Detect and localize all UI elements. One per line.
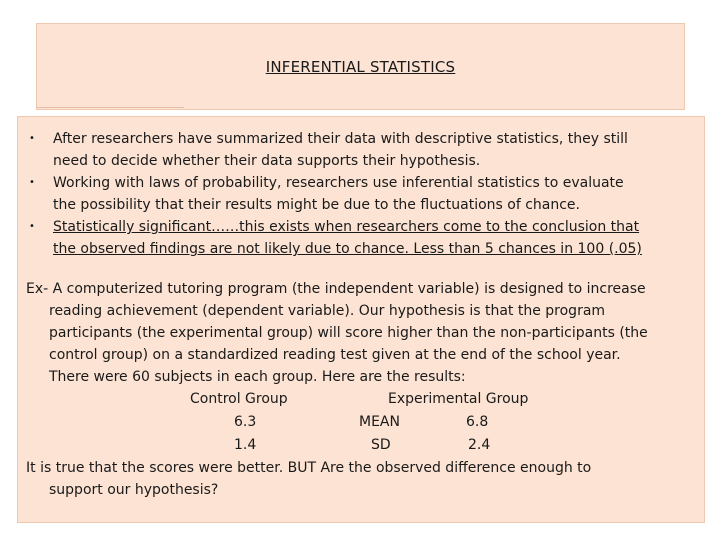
content-box — [17, 116, 705, 523]
sd-label: SD — [371, 437, 391, 453]
bullet-line: need to decide whether their data supports their hypothesis. — [53, 153, 481, 169]
closing-line: support our hypothesis? — [49, 482, 219, 498]
results-row-mean — [26, 411, 698, 434]
experimental-mean-value: 6.8 — [466, 414, 489, 430]
bullet-item-descriptive — [18, 128, 642, 172]
bullet-item-significance — [18, 216, 642, 260]
bullet-list — [18, 128, 642, 260]
example-line: control group) on a standardized reading test given at the end of the school year. — [49, 347, 621, 363]
experimental-sd-value: 2.4 — [468, 437, 491, 453]
bullet-dot-icon: • — [29, 221, 35, 232]
example-line: reading achievement (dependent variable). Our hypothesis is that the program — [49, 303, 606, 319]
mean-label: MEAN — [359, 414, 400, 430]
example-line: Ex- A computerized tutoring program (the independent variable) is designed to increase — [26, 281, 646, 297]
results-table-header — [26, 388, 698, 411]
example-line: There were 60 subjects in each group. Here are the results: — [49, 369, 466, 385]
example-section — [26, 278, 698, 501]
bullet-line: Statistically significant……this exists when researchers come to the conclusion that — [53, 219, 640, 235]
control-mean-value: 6.3 — [234, 414, 257, 430]
closing-line: It is true that the scores were better. BUT Are the observed difference enough to — [26, 460, 592, 476]
bullet-item-probability — [18, 172, 642, 216]
control-sd-value: 1.4 — [234, 437, 257, 453]
bullet-line: the possibility that their results might be due to the fluctuations of chance. — [53, 197, 580, 213]
control-group-header: Control Group — [190, 391, 288, 407]
slide-title: INFERENTIAL STATISTICS — [265, 58, 456, 76]
bullet-line: After researchers have summarized their data with descriptive statistics, they still — [53, 131, 628, 147]
title-box — [36, 23, 685, 110]
bullet-dot-icon: • — [29, 133, 35, 144]
experimental-group-header: Experimental Group — [388, 391, 529, 407]
title-underline-rule — [36, 107, 184, 108]
results-row-sd — [26, 434, 698, 457]
bullet-dot-icon: • — [29, 177, 35, 188]
bullet-line: the observed findings are not likely due to chance. Less than 5 chances in 100 (.05) — [53, 241, 642, 257]
example-line: participants (the experimental group) will score higher than the non-participants (the — [49, 325, 648, 341]
bullet-line: Working with laws of probability, researchers use inferential statistics to evaluate — [53, 175, 624, 191]
